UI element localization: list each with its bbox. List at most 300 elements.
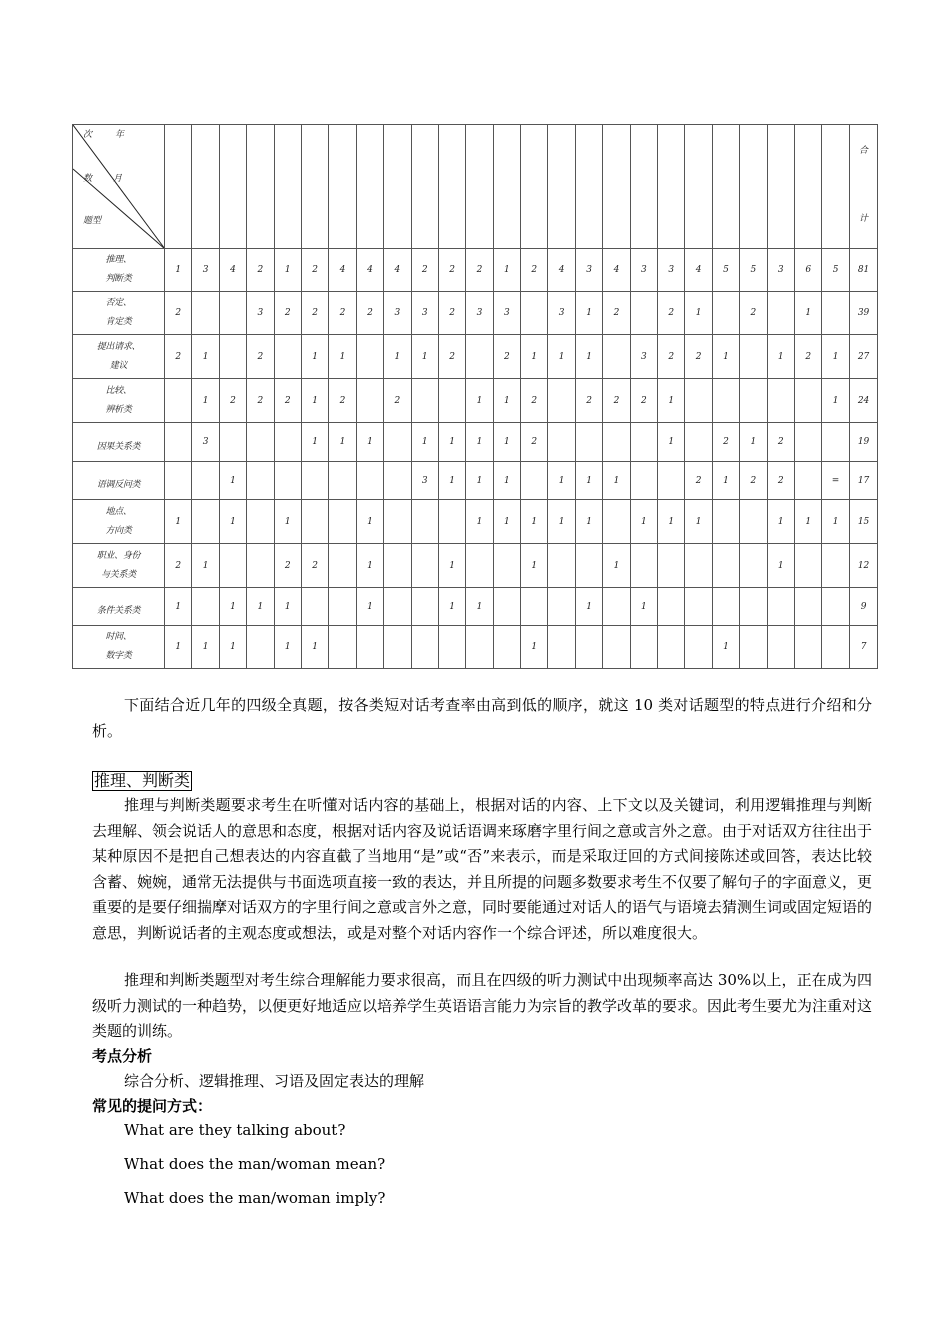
- row-label-line: 职业、身份: [96, 550, 141, 561]
- count-cell: [658, 588, 685, 626]
- table-row: [73, 249, 878, 292]
- count-cell: 2: [658, 335, 685, 379]
- count-cell: [411, 588, 438, 626]
- count-cell: [219, 544, 246, 588]
- year-header-cell: [685, 125, 712, 249]
- count-cell: 4: [603, 249, 630, 292]
- count-cell: 1: [411, 335, 438, 379]
- table-row: [73, 379, 878, 423]
- diagonal-lines: [73, 125, 165, 249]
- row-label-line: 提出请求、: [96, 341, 141, 352]
- year-header-cell: [466, 125, 493, 249]
- count-cell: 1: [548, 500, 575, 544]
- count-cell: 1: [356, 544, 383, 588]
- count-cell: 1: [603, 462, 630, 500]
- count-cell: [822, 588, 849, 626]
- count-cell: [794, 588, 821, 626]
- count-cell: [685, 423, 712, 462]
- count-cell: 1: [712, 626, 739, 669]
- count-cell: 1: [301, 335, 328, 379]
- questions-heading: 常见的提问方式：: [92, 1097, 213, 1115]
- count-cell: 2: [575, 379, 602, 423]
- table-header-row: [73, 125, 878, 249]
- count-cell: [822, 292, 849, 335]
- count-cell: 1: [767, 544, 794, 588]
- count-cell: 1: [658, 423, 685, 462]
- year-header-cell: [165, 125, 192, 249]
- count-cell: 4: [685, 249, 712, 292]
- count-cell: [411, 500, 438, 544]
- question-type-frequency-table: [72, 124, 878, 669]
- count-cell: 1: [192, 626, 219, 669]
- count-cell: 3: [192, 423, 219, 462]
- count-cell: [685, 626, 712, 669]
- row-label-line: 辨析类: [105, 404, 132, 415]
- count-cell: 1: [411, 423, 438, 462]
- table-row: [73, 588, 878, 626]
- year-header-cell: [411, 125, 438, 249]
- count-cell: 1: [219, 588, 246, 626]
- count-cell: 1: [466, 379, 493, 423]
- row-total-cell: 81: [849, 249, 878, 292]
- count-cell: 4: [219, 249, 246, 292]
- count-cell: [356, 462, 383, 500]
- count-cell: [384, 462, 411, 500]
- row-label-cell: [73, 249, 165, 292]
- count-cell: 3: [411, 462, 438, 500]
- count-cell: [384, 588, 411, 626]
- count-cell: [712, 379, 739, 423]
- corner-label-tixing: 题型: [83, 216, 102, 226]
- count-cell: 1: [192, 544, 219, 588]
- count-cell: 1: [466, 423, 493, 462]
- count-cell: 3: [493, 292, 520, 335]
- count-cell: 1: [466, 500, 493, 544]
- count-cell: 1: [274, 588, 301, 626]
- year-header-cell: [794, 125, 821, 249]
- count-cell: [466, 335, 493, 379]
- intro-paragraph: 下面结合近几年的四级全真题，按各类短对话考查率由高到低的顺序，就这 10 类对话题型的特点进行介绍和分析。: [92, 696, 872, 740]
- count-cell: 2: [493, 335, 520, 379]
- total-head-char: 合: [859, 146, 869, 156]
- count-cell: 2: [274, 292, 301, 335]
- count-cell: [548, 626, 575, 669]
- count-cell: 2: [301, 292, 328, 335]
- count-cell: [630, 292, 657, 335]
- count-cell: [301, 588, 328, 626]
- count-cell: 1: [356, 423, 383, 462]
- count-cell: [630, 626, 657, 669]
- count-cell: [712, 588, 739, 626]
- year-header-cell: [247, 125, 274, 249]
- year-header-cell: [767, 125, 794, 249]
- count-cell: [466, 544, 493, 588]
- count-cell: [548, 544, 575, 588]
- count-cell: 2: [411, 249, 438, 292]
- year-header-cell: [438, 125, 465, 249]
- count-cell: 2: [712, 423, 739, 462]
- count-cell: [329, 462, 356, 500]
- count-cell: [740, 626, 767, 669]
- count-cell: 2: [438, 335, 465, 379]
- count-cell: 2: [247, 379, 274, 423]
- row-label-line: [73, 592, 164, 602]
- count-cell: [247, 544, 274, 588]
- count-cell: [384, 626, 411, 669]
- count-cell: 4: [384, 249, 411, 292]
- count-cell: [822, 544, 849, 588]
- count-cell: 1: [658, 500, 685, 544]
- count-cell: 6: [794, 249, 821, 292]
- count-cell: 1: [438, 423, 465, 462]
- row-total-cell: 24: [849, 379, 878, 423]
- count-cell: 1: [685, 292, 712, 335]
- row-label-cell: [73, 379, 165, 423]
- count-cell: 2: [384, 379, 411, 423]
- paragraph-1: 推理与判断类题要求考生在听懂对话内容的基础上，根据对话的内容、上下文以及关键词，利用逻辑推理与判断去理解、领会说话人的意思和态度，根据对话内容及说话语调来琢磨字里行间之意或言外之意。由于对话双方往往出于某种原因不是把自己想表达的内容直截了当地用“是”或“否”来表示，而是采取迂回的方式间接陈述或回答，表达比较含蓄、婉婉，通常无法提供与书面选项直接一致的表达，并且所提的问题多数要求考生不仅要了解句子的字面意义，更重要的是要仔细揣摩对话双方的字里行间之意或言外之意，同时要能通过对话人的语气与语境去猜测生词或固定短语的意思，判断说话者的主观态度或想法，或是对整个对话内容作一个综合评述，所以难度很大。: [92, 796, 873, 942]
- count-cell: 1: [521, 500, 548, 544]
- row-total-cell: 9: [849, 588, 878, 626]
- count-cell: [685, 544, 712, 588]
- row-label-line: 数字类: [105, 651, 132, 661]
- count-cell: 2: [685, 462, 712, 500]
- row-total-cell: 27: [849, 335, 878, 379]
- count-cell: 1: [301, 626, 328, 669]
- count-cell: 2: [794, 335, 821, 379]
- year-header-cell: [658, 125, 685, 249]
- count-cell: 1: [274, 249, 301, 292]
- count-cell: [712, 500, 739, 544]
- count-cell: 1: [219, 626, 246, 669]
- total-head-char: 计: [859, 214, 869, 224]
- count-cell: [603, 423, 630, 462]
- count-cell: [521, 462, 548, 500]
- corner-label-nian: 年: [115, 130, 125, 140]
- count-cell: [740, 500, 767, 544]
- count-cell: [301, 500, 328, 544]
- year-header-cell: [548, 125, 575, 249]
- count-cell: [685, 379, 712, 423]
- count-cell: 2: [165, 335, 192, 379]
- count-cell: 1: [575, 335, 602, 379]
- count-cell: 2: [356, 292, 383, 335]
- count-cell: 1: [767, 335, 794, 379]
- count-cell: [658, 544, 685, 588]
- count-cell: 1: [219, 462, 246, 500]
- year-header-cell: [521, 125, 548, 249]
- count-cell: [794, 379, 821, 423]
- count-cell: [658, 462, 685, 500]
- count-cell: [411, 379, 438, 423]
- count-cell: 1: [603, 544, 630, 588]
- count-cell: 2: [685, 335, 712, 379]
- count-cell: 1: [685, 500, 712, 544]
- count-cell: [329, 500, 356, 544]
- kaodian-heading: 考点分析: [92, 1047, 153, 1065]
- count-cell: [603, 626, 630, 669]
- count-cell: 3: [548, 292, 575, 335]
- count-cell: [548, 379, 575, 423]
- count-cell: [356, 379, 383, 423]
- row-total-cell: 19: [849, 423, 878, 462]
- count-cell: 5: [822, 249, 849, 292]
- count-cell: [767, 379, 794, 423]
- count-cell: 1: [247, 588, 274, 626]
- count-cell: [192, 462, 219, 500]
- count-cell: [493, 544, 520, 588]
- count-cell: [384, 423, 411, 462]
- count-cell: 2: [603, 379, 630, 423]
- count-cell: [767, 626, 794, 669]
- count-cell: 1: [438, 544, 465, 588]
- row-label-line: 时间、: [105, 632, 132, 642]
- count-cell: 1: [575, 588, 602, 626]
- count-cell: [712, 292, 739, 335]
- count-cell: [575, 626, 602, 669]
- row-total-cell: 17: [849, 462, 878, 500]
- count-cell: 1: [329, 335, 356, 379]
- count-cell: 1: [165, 588, 192, 626]
- row-label-cell: [73, 423, 165, 462]
- count-cell: 1: [219, 500, 246, 544]
- corner-header-cell: [73, 125, 165, 249]
- count-cell: [740, 379, 767, 423]
- count-cell: 2: [466, 249, 493, 292]
- year-header-cell: [575, 125, 602, 249]
- table-row: [73, 462, 878, 500]
- table-row: [73, 500, 878, 544]
- count-cell: [603, 588, 630, 626]
- count-cell: [767, 588, 794, 626]
- count-cell: [740, 544, 767, 588]
- count-cell: [219, 423, 246, 462]
- count-cell: [411, 626, 438, 669]
- count-cell: 2: [521, 379, 548, 423]
- count-cell: [794, 462, 821, 500]
- count-cell: [575, 544, 602, 588]
- count-cell: 2: [274, 544, 301, 588]
- count-cell: [548, 423, 575, 462]
- count-cell: [630, 423, 657, 462]
- year-header-cell: [219, 125, 246, 249]
- count-cell: 1: [301, 379, 328, 423]
- row-label-cell: [73, 626, 165, 669]
- count-cell: 1: [165, 500, 192, 544]
- count-cell: 3: [411, 292, 438, 335]
- count-cell: 2: [247, 335, 274, 379]
- year-header-cell: [630, 125, 657, 249]
- count-cell: 2: [301, 249, 328, 292]
- count-cell: 1: [192, 335, 219, 379]
- count-cell: 3: [384, 292, 411, 335]
- count-cell: 2: [767, 462, 794, 500]
- count-cell: [192, 500, 219, 544]
- count-cell: 1: [658, 379, 685, 423]
- count-cell: 1: [301, 423, 328, 462]
- count-cell: [165, 379, 192, 423]
- count-cell: [356, 335, 383, 379]
- count-cell: [438, 500, 465, 544]
- count-cell: 1: [493, 423, 520, 462]
- count-cell: 1: [575, 292, 602, 335]
- count-cell: 2: [630, 379, 657, 423]
- count-cell: [192, 588, 219, 626]
- count-cell: 2: [329, 292, 356, 335]
- row-total-cell: 39: [849, 292, 878, 335]
- year-header-cell: [712, 125, 739, 249]
- table-row: [73, 626, 878, 669]
- row-label-cell: [73, 588, 165, 626]
- count-cell: 2: [521, 249, 548, 292]
- section-title: 推理、判断类: [94, 771, 191, 790]
- count-cell: 1: [329, 423, 356, 462]
- count-cell: 2: [438, 292, 465, 335]
- count-cell: 4: [329, 249, 356, 292]
- count-cell: 3: [658, 249, 685, 292]
- count-cell: [712, 544, 739, 588]
- count-cell: 1: [822, 500, 849, 544]
- count-cell: 2: [165, 544, 192, 588]
- count-cell: [658, 626, 685, 669]
- count-cell: 1: [466, 462, 493, 500]
- count-cell: 4: [548, 249, 575, 292]
- count-cell: 3: [247, 292, 274, 335]
- count-cell: [329, 626, 356, 669]
- year-header-cell: [740, 125, 767, 249]
- row-label-cell: [73, 335, 165, 379]
- count-cell: 1: [712, 462, 739, 500]
- row-label-line: 否定、: [105, 298, 132, 308]
- count-cell: [685, 588, 712, 626]
- count-cell: 1: [575, 500, 602, 544]
- count-cell: 1: [493, 462, 520, 500]
- row-label-line: 地点、: [105, 506, 132, 517]
- count-cell: [247, 423, 274, 462]
- count-cell: [794, 626, 821, 669]
- count-cell: [165, 423, 192, 462]
- year-header-cell: [493, 125, 520, 249]
- count-cell: 1: [165, 249, 192, 292]
- table-row: [73, 335, 878, 379]
- row-label-line: 肯定类: [105, 317, 132, 327]
- count-cell: 2: [767, 423, 794, 462]
- row-label-line: [73, 428, 164, 438]
- count-cell: 3: [466, 292, 493, 335]
- count-cell: 2: [740, 292, 767, 335]
- row-label-line: 推理、: [105, 255, 132, 265]
- count-cell: 2: [219, 379, 246, 423]
- kaodian-text: 综合分析、逻辑推理、习语及固定表达的理解: [124, 1072, 425, 1090]
- count-cell: [575, 423, 602, 462]
- count-cell: [274, 423, 301, 462]
- count-cell: [165, 462, 192, 500]
- row-label-line: 与关系类: [101, 569, 136, 580]
- count-cell: =: [822, 462, 849, 500]
- count-cell: 2: [521, 423, 548, 462]
- row-total-cell: 15: [849, 500, 878, 544]
- count-cell: [794, 544, 821, 588]
- count-cell: [329, 588, 356, 626]
- count-cell: 2: [658, 292, 685, 335]
- count-cell: 1: [712, 335, 739, 379]
- year-header-cell: [822, 125, 849, 249]
- count-cell: 1: [438, 462, 465, 500]
- count-cell: 3: [192, 249, 219, 292]
- row-label-cell: [73, 292, 165, 335]
- count-cell: 1: [521, 335, 548, 379]
- count-cell: 1: [356, 588, 383, 626]
- corner-label-shu: 数: [83, 174, 93, 184]
- count-cell: 3: [767, 249, 794, 292]
- count-cell: 1: [356, 500, 383, 544]
- count-cell: 3: [575, 249, 602, 292]
- year-header-cell: [274, 125, 301, 249]
- question-item: What are they talking about?: [124, 1121, 346, 1139]
- row-label-line: 比较、: [105, 385, 132, 396]
- count-cell: [630, 544, 657, 588]
- row-label-line: 判断类: [105, 274, 132, 284]
- row-label-line: [73, 466, 164, 476]
- row-label-cell: [73, 544, 165, 588]
- count-cell: 1: [767, 500, 794, 544]
- count-cell: [274, 335, 301, 379]
- count-cell: 2: [740, 462, 767, 500]
- count-cell: [521, 588, 548, 626]
- count-cell: [247, 626, 274, 669]
- count-cell: [192, 292, 219, 335]
- count-cell: [493, 588, 520, 626]
- count-cell: 4: [356, 249, 383, 292]
- count-cell: [603, 500, 630, 544]
- row-total-cell: 7: [849, 626, 878, 669]
- count-cell: 1: [548, 462, 575, 500]
- count-cell: 1: [630, 500, 657, 544]
- row-label-line: 因果关系类: [96, 441, 141, 452]
- year-header-cell: [329, 125, 356, 249]
- corner-label-ci: 次: [83, 130, 93, 140]
- count-cell: 1: [493, 249, 520, 292]
- row-label-line: 条件关系类: [96, 606, 141, 616]
- count-cell: [384, 544, 411, 588]
- row-label-line: 语调反问类: [96, 480, 141, 490]
- count-cell: [247, 500, 274, 544]
- row-total-cell: 12: [849, 544, 878, 588]
- count-cell: 1: [794, 500, 821, 544]
- corner-label-yue: 月: [113, 174, 123, 184]
- count-cell: [822, 423, 849, 462]
- table-row: [73, 544, 878, 588]
- year-header-cell: [384, 125, 411, 249]
- count-cell: [384, 500, 411, 544]
- count-cell: 1: [438, 588, 465, 626]
- count-cell: 1: [630, 588, 657, 626]
- count-cell: [630, 462, 657, 500]
- count-cell: 1: [521, 544, 548, 588]
- count-cell: [521, 292, 548, 335]
- row-label-line: 建议: [109, 360, 128, 371]
- count-cell: 1: [822, 335, 849, 379]
- count-cell: [301, 462, 328, 500]
- count-cell: [219, 292, 246, 335]
- count-cell: [548, 588, 575, 626]
- table-row: [73, 423, 878, 462]
- row-label-line: 方向类: [105, 525, 132, 536]
- row-label-cell: [73, 462, 165, 500]
- count-cell: 2: [329, 379, 356, 423]
- total-header-cell: [849, 125, 878, 249]
- count-cell: 1: [740, 423, 767, 462]
- count-cell: 1: [521, 626, 548, 669]
